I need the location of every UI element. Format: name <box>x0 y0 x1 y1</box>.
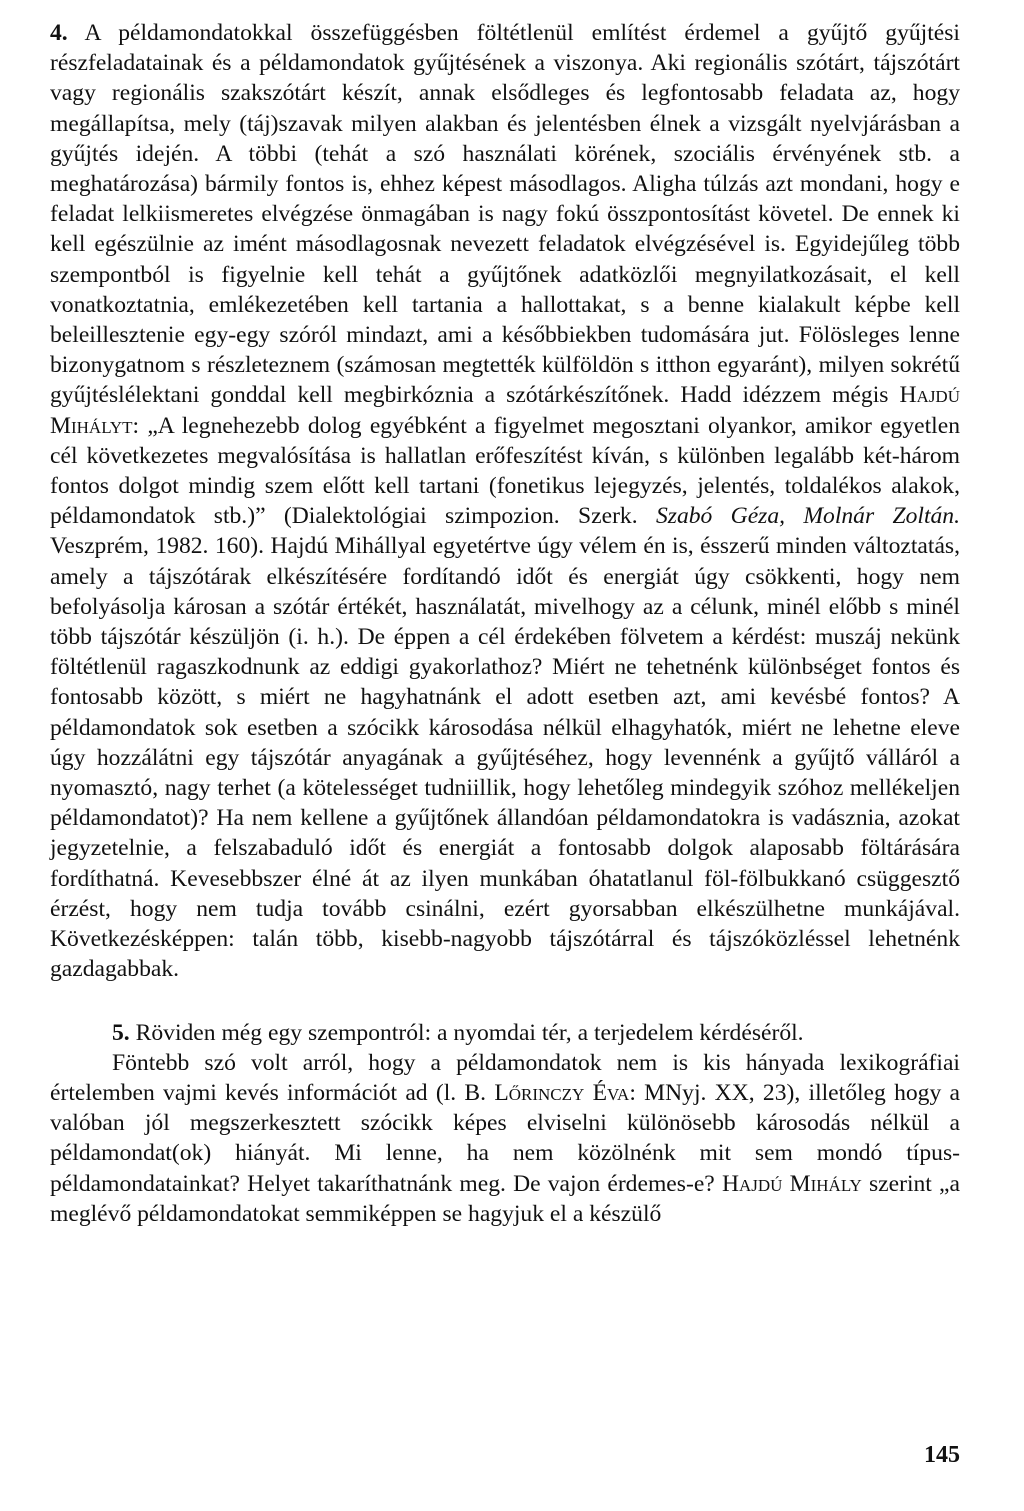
cited-author: Lőrinczy Éva <box>494 1079 630 1106</box>
section-5-heading <box>50 1018 960 1048</box>
section-number: 4. <box>50 20 68 46</box>
cited-author: Hajdú Mihályt <box>50 382 960 439</box>
section-divider-space <box>50 985 960 1018</box>
section-number: 5. <box>112 1019 130 1046</box>
cited-editors: Szabó Géza, Molnár Zoltán. <box>655 503 960 530</box>
paragraph-text: Föntebb szó volt arról, hogy a példamondatok nem is kis hányada lexikográfiai értelemben vajmi kevés információt ad (l. B. <box>50 1049 960 1106</box>
document-page <box>50 18 960 1498</box>
paragraph-text: : MNyj. XX, 23), illetőleg hogy a valóban jól megszerkesztett szócikk képes elviselni különösebb károsodás nélkül a példamondat(ok) hiányát. Mi lenne, ha nem közölnénk mit sem mondó típus-példamondatainkat? Helyet takaríthatnánk meg. De vajon érdemes-e? <box>50 1079 960 1197</box>
paragraph-text: szerint „a meglévő példamondatokat semmiképpen se hagyjuk el a készülő <box>50 1170 960 1227</box>
section-heading-text: Röviden még egy szempontról: a nyomdai tér, a terjedelem kérdéséről. <box>135 1019 804 1046</box>
page-number: 145 <box>924 1442 960 1468</box>
section-4-paragraph <box>50 18 960 985</box>
paragraph-text: Veszprém, 1982. 160). Hajdú Mihállyal egyetértve úgy vélem én is, ésszerű minden változtatás, amely a tájszótárak elkészítésére fordítandó időt és energiát úgy csökkenti, hogy nem befolyásolja károsan a szótár értékét, használatát, mivelhogy az a célunk, minél előbb s minél több tájszótár készüljön (i. h.). De éppen a cél érdekében fölvetem a kérdést: muszáj nekünk föltétlenül ragaszkodnunk az eddigi gyakorlathoz? Miért ne tehetnénk különbséget fontos és fontosabb között, s miért ne hagyhatnánk el adott esetben azt, ami kevésbé fontos? A példamondatok sok esetben a szócikk károsodása nélkül elhagyhatók, miért ne lehetne eleve úgy hozzálátni egy tájszótár anyagának a gyűjtéséhez, hogy levennénk a gyűjtő válláról a nyomasztó, nagy terhet (a kötelességet tudniillik, hogy lehetőleg mindegyik szóhoz mellékeljen példamondatot)? Ha nem kellene a gyűjtőnek állandóan példamondatokra is vadásznia, azokat jegyzetelnie, a felszabaduló időt és energiát a fontosabb dolgok alaposabb föltárására fordíthatná. Kevesebbszer élné át az ilyen munkában óhatatlanul föl-fölbukkanó csüggesztő érzést, hogy nem tudja tovább csinálni, ezért gyorsabban elkészülhetne munkájával. Következésképpen: talán több, kisebb-nagyobb tájszótárral és tájszóközléssel lehetnénk gazdagabbak. <box>50 533 960 983</box>
cited-author: Hajdú Mihály <box>721 1170 862 1197</box>
paragraph-text: : „A legnehezebb dolog egyébként a figyelmet megosztani olyankor, amikor egyetlen cél következetes megvalósítása is hallatlan erőfeszítést kíván, s különben legalább két-három fontos dolgot mindig szem előtt kell tartani (fonetikus lejegyzés, jelentés, toldalékos alakok, példamondatok stb.)” (Dialektológiai szimpozion. Szerk. <box>50 412 960 530</box>
section-5-paragraph <box>50 1048 960 1229</box>
paragraph-text: A példamondatokkal összefüggésben föltétlenül említést érdemel a gyűjtő gyűjtési részfeladatainak és a példamondatok gyűjtésének a viszonya. Aki regionális szótárt, tájszótárt vagy regionális szakszótárt készít, annak elsődleges és legfontosabb feladata az, hogy megállapítsa, mely (táj)szavak milyen alakban és jelentésben élnek a vizsgált nyelvjárásban a gyűjtés idején. A többi (tehát a szó használati körének, szociális érvényének stb. a meghatározása) bármily fontos is, ehhez képest másodlagos. Aligha túlzás azt mondani, hogy e feladat lelkiismeretes elvégzése önmagában is nagy fokú összpontosítást követel. De ennek ki kell egészülnie az imént másodlagosnak nevezett feladatok elvégzésével is. Egyidejűleg több szempontból is figyelnie kell tehát a gyűjtőnek adatközlői megnyilatkozásait, el kell vonatkoztatnia, emlékezetében kell tartania a hallottakat, s a benne kialakult képbe kell beleillesztenie egy-egy szóról mindazt, ami a későbbiekben tudomására jut. Fölösleges lenne bizonygatnom s részleteznem (számosan megtették külföldön s itthon egyaránt), milyen sokrétű gyűjtéslélektani gonddal kell megbirkóznia a szótárkészítőnek. Hadd idézzem mégis <box>50 20 960 409</box>
